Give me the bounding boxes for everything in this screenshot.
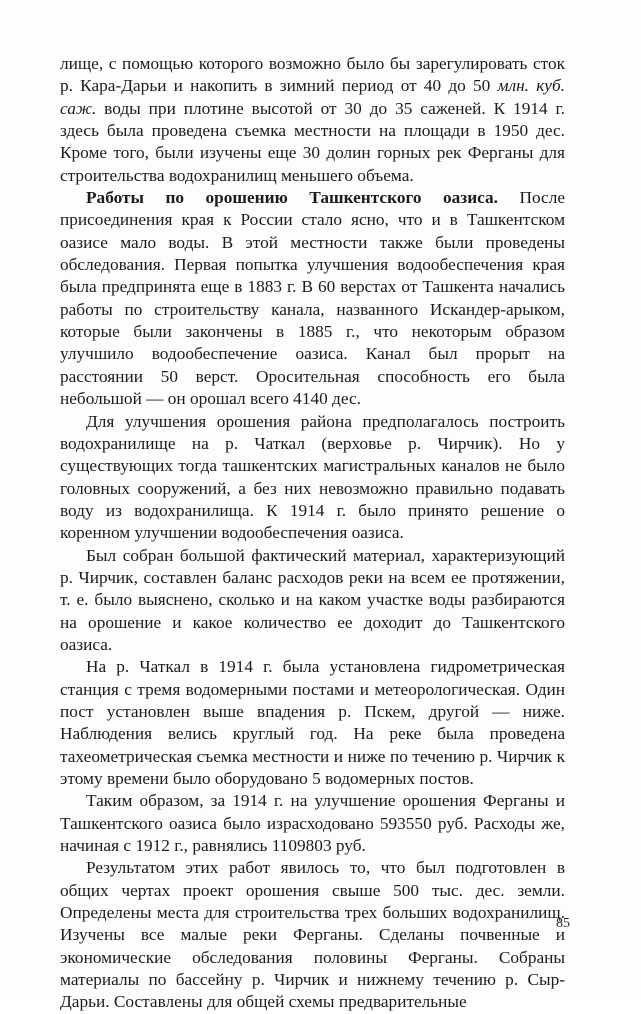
paragraph-4-text: Был собран большой фактический материал, характеризующий р. Чирчик, составлен баланс расходов реки на всем ее протяжении, т. е. было выяснено, сколько и на каком участке воды разбираются на орошение и какое количество ее доходит до Ташкентского оазиса. xyxy=(60,545,565,654)
paragraph-1 xyxy=(60,53,565,187)
paragraph-5-text: На р. Чаткал в 1914 г. была установлена гидрометрическая станция с тремя водомерными постами и метеорологическая. Один пост установлен выше впадения р. Пскем, другой — ниже. Наблюдения велись круглый год. На реке была проведена тахеометрическая съемка местности и ниже по течению р. Чирчик к этому времени было оборудовано 5 водомерных постов. xyxy=(60,657,565,788)
paragraph-1-text-before: лище, с помощью которого возможно было бы зарегулировать сток р. Кара-Дарьи и накопить в зимний период от 40 до 50 xyxy=(60,54,565,96)
paragraph-6-text: Таким образом, за 1914 г. на улучшение орошения Ферганы и Ташкентского оазиса было израсходовано 593550 руб. Расходы же, начиная с 1912 г., равнялись 1109803 руб. xyxy=(60,791,565,856)
paragraph-7-text: Результатом этих работ явилось то, что был подготовлен в общих чертах проект орошения свыше 500 тыс. дес. земли. Определены места для строительства трех больших водохранилищ. Изучены все малые реки Ферганы. Сделаны почвенные и экономические обследования половины Ферганы. Собраны материалы по бассейну р. Чирчик и нижнему течению р. Сыр-Дарьи. Составлены для общей схемы предварительные xyxy=(60,858,565,1012)
paragraph-2-text: После присоединения края к России стало ясно, что и в Ташкентском оазисе мало воды. В этой местности также были проведены обследования. Первая попытка улучшения водообеспечения края была предпринята еще в 1883 г. В 60 верстах от Ташкента начались работы по строительству канала, названного Искандер-арыком, которые были закончены в 1885 г., что некоторым образом улучшило водообеспечение оазиса. Канал был прорыт на расстоянии 50 верст. Оросительная способность его была небольшой — он орошал всего 4140 дес. xyxy=(60,188,565,409)
paragraph-4 xyxy=(60,545,565,657)
paragraph-3-text: Для улучшения орошения района предполагалось построить водохранилище на р. Чаткал (верховье р. Чирчик). Но у существующих тогда ташкентских магистральных каналов не было головных сооружений, а без них невозможно правильно подавать воду из водохранилища. К 1914 г. было принято решение о коренном улучшении водообеспечения оазиса. xyxy=(60,411,565,543)
paragraph-1-text-after: воды при плотине высотой от 30 до 35 саженей. К 1914 г. здесь была проведена съемка местности на площади в 1950 дес. Кроме того, были изучены еще 30 долин горных рек Ферганы для строительства водохранилищ меньшего объема. xyxy=(60,98,565,185)
page-number: 85 xyxy=(556,916,570,931)
body-text xyxy=(60,53,565,1014)
paragraph-1-unit-emphasis: млн. куб. саж. xyxy=(60,76,565,118)
paragraph-7 xyxy=(60,857,565,1013)
paragraph-3 xyxy=(60,411,565,545)
paragraph-6 xyxy=(60,790,565,857)
section-heading-tashkent: Работы по орошению Ташкентского оазиса. xyxy=(86,188,499,208)
paragraph-2 xyxy=(60,187,565,410)
paragraph-5 xyxy=(60,656,565,790)
